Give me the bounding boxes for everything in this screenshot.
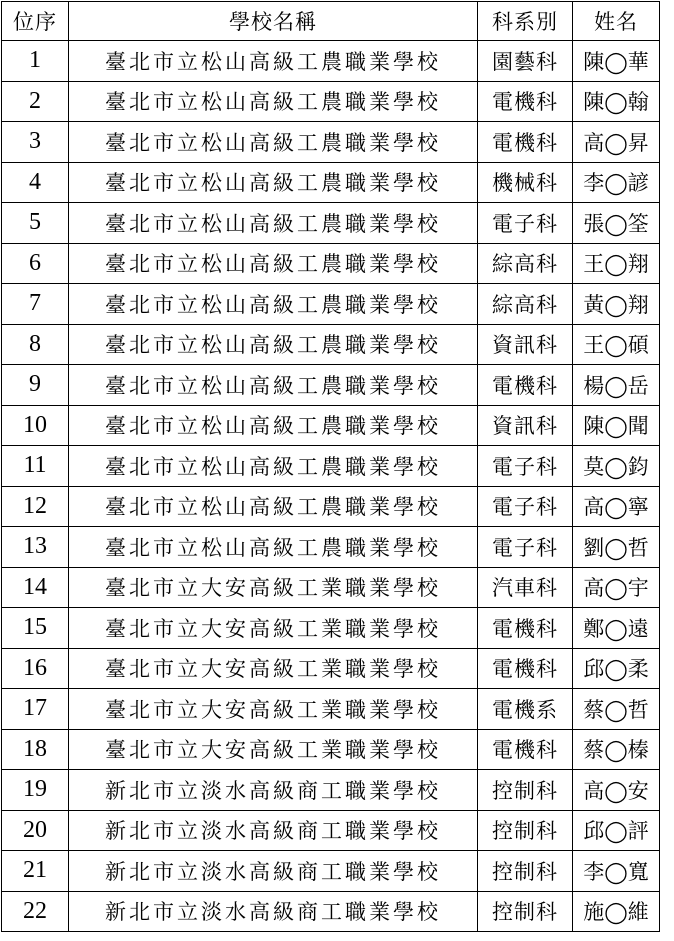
department-cell: 電機科 bbox=[478, 122, 573, 163]
student-list-table bbox=[1, 1, 660, 932]
rank-cell: 15 bbox=[2, 608, 69, 649]
student-name-cell: 陳◯華 bbox=[573, 41, 660, 82]
rank-cell: 17 bbox=[2, 689, 69, 730]
table-header bbox=[2, 2, 660, 41]
table-row bbox=[2, 203, 660, 244]
student-name-cell: 黃◯翔 bbox=[573, 284, 660, 325]
school-name-cell: 臺北市立松山高級工農職業學校 bbox=[69, 81, 478, 122]
student-name-cell: 邱◯柔 bbox=[573, 648, 660, 689]
table-row bbox=[2, 648, 660, 689]
table-row bbox=[2, 284, 660, 325]
school-name-cell: 臺北市立松山高級工農職業學校 bbox=[69, 365, 478, 406]
department-cell: 資訊科 bbox=[478, 405, 573, 446]
department-cell: 控制科 bbox=[478, 770, 573, 811]
school-name-cell: 臺北市立大安高級工業職業學校 bbox=[69, 689, 478, 730]
school-name-cell: 臺北市立大安高級工業職業學校 bbox=[69, 567, 478, 608]
department-cell: 綜高科 bbox=[478, 284, 573, 325]
department-cell: 控制科 bbox=[478, 851, 573, 892]
rank-cell: 3 bbox=[2, 122, 69, 163]
school-name-cell: 新北市立淡水高級商工職業學校 bbox=[69, 851, 478, 892]
school-name-cell: 臺北市立松山高級工農職業學校 bbox=[69, 324, 478, 365]
student-name-cell: 陳◯聞 bbox=[573, 405, 660, 446]
rank-cell: 22 bbox=[2, 891, 69, 932]
department-cell: 電機科 bbox=[478, 729, 573, 770]
rank-cell: 19 bbox=[2, 770, 69, 811]
table-row bbox=[2, 41, 660, 82]
rank-cell: 13 bbox=[2, 527, 69, 568]
department-cell: 綜高科 bbox=[478, 243, 573, 284]
school-name-cell: 臺北市立大安高級工業職業學校 bbox=[69, 729, 478, 770]
student-name-cell: 高◯宇 bbox=[573, 567, 660, 608]
rank-cell: 7 bbox=[2, 284, 69, 325]
department-cell: 控制科 bbox=[478, 810, 573, 851]
student-name-cell: 高◯昇 bbox=[573, 122, 660, 163]
table-row bbox=[2, 891, 660, 932]
table-body bbox=[2, 41, 660, 932]
student-name-cell: 邱◯評 bbox=[573, 810, 660, 851]
header-student-name: 姓名 bbox=[573, 2, 660, 41]
student-name-cell: 莫◯鈞 bbox=[573, 446, 660, 487]
table-row bbox=[2, 446, 660, 487]
department-cell: 汽車科 bbox=[478, 567, 573, 608]
table-row bbox=[2, 324, 660, 365]
header-rank: 位序 bbox=[2, 2, 69, 41]
department-cell: 電子科 bbox=[478, 486, 573, 527]
rank-cell: 11 bbox=[2, 446, 69, 487]
school-name-cell: 臺北市立松山高級工農職業學校 bbox=[69, 486, 478, 527]
student-name-cell: 張◯筌 bbox=[573, 203, 660, 244]
school-name-cell: 臺北市立松山高級工農職業學校 bbox=[69, 122, 478, 163]
school-name-cell: 臺北市立松山高級工農職業學校 bbox=[69, 527, 478, 568]
rank-cell: 12 bbox=[2, 486, 69, 527]
header-department: 科系別 bbox=[478, 2, 573, 41]
department-cell: 資訊科 bbox=[478, 324, 573, 365]
rank-cell: 20 bbox=[2, 810, 69, 851]
rank-cell: 8 bbox=[2, 324, 69, 365]
table-row bbox=[2, 608, 660, 649]
rank-cell: 9 bbox=[2, 365, 69, 406]
rank-cell: 21 bbox=[2, 851, 69, 892]
school-name-cell: 臺北市立松山高級工農職業學校 bbox=[69, 162, 478, 203]
table-row bbox=[2, 486, 660, 527]
department-cell: 電機科 bbox=[478, 81, 573, 122]
department-cell: 電子科 bbox=[478, 527, 573, 568]
school-name-cell: 臺北市立大安高級工業職業學校 bbox=[69, 608, 478, 649]
department-cell: 電子科 bbox=[478, 203, 573, 244]
student-name-cell: 王◯翔 bbox=[573, 243, 660, 284]
table-row bbox=[2, 770, 660, 811]
department-cell: 電子科 bbox=[478, 446, 573, 487]
department-cell: 電機科 bbox=[478, 365, 573, 406]
student-name-cell: 施◯維 bbox=[573, 891, 660, 932]
student-name-cell: 蔡◯榛 bbox=[573, 729, 660, 770]
table-row bbox=[2, 810, 660, 851]
school-name-cell: 臺北市立松山高級工農職業學校 bbox=[69, 446, 478, 487]
school-name-cell: 臺北市立大安高級工業職業學校 bbox=[69, 648, 478, 689]
student-name-cell: 王◯碩 bbox=[573, 324, 660, 365]
rank-cell: 6 bbox=[2, 243, 69, 284]
student-name-cell: 高◯安 bbox=[573, 770, 660, 811]
department-cell: 園藝科 bbox=[478, 41, 573, 82]
rank-cell: 18 bbox=[2, 729, 69, 770]
rank-cell: 5 bbox=[2, 203, 69, 244]
school-name-cell: 臺北市立松山高級工農職業學校 bbox=[69, 284, 478, 325]
rank-cell: 14 bbox=[2, 567, 69, 608]
department-cell: 電機科 bbox=[478, 648, 573, 689]
student-name-cell: 陳◯翰 bbox=[573, 81, 660, 122]
department-cell: 電機系 bbox=[478, 689, 573, 730]
table-row bbox=[2, 567, 660, 608]
school-name-cell: 臺北市立松山高級工農職業學校 bbox=[69, 41, 478, 82]
student-name-cell: 鄭◯遠 bbox=[573, 608, 660, 649]
student-name-cell: 蔡◯哲 bbox=[573, 689, 660, 730]
rank-cell: 2 bbox=[2, 81, 69, 122]
table-row bbox=[2, 851, 660, 892]
table-row bbox=[2, 122, 660, 163]
table-row bbox=[2, 405, 660, 446]
rank-cell: 10 bbox=[2, 405, 69, 446]
table-row bbox=[2, 81, 660, 122]
school-name-cell: 新北市立淡水高級商工職業學校 bbox=[69, 891, 478, 932]
table-row bbox=[2, 243, 660, 284]
student-name-cell: 劉◯哲 bbox=[573, 527, 660, 568]
table-row bbox=[2, 729, 660, 770]
school-name-cell: 臺北市立松山高級工農職業學校 bbox=[69, 243, 478, 284]
department-cell: 機械科 bbox=[478, 162, 573, 203]
school-name-cell: 新北市立淡水高級商工職業學校 bbox=[69, 770, 478, 811]
school-name-cell: 臺北市立松山高級工農職業學校 bbox=[69, 405, 478, 446]
rank-cell: 4 bbox=[2, 162, 69, 203]
student-name-cell: 李◯寬 bbox=[573, 851, 660, 892]
school-name-cell: 臺北市立松山高級工農職業學校 bbox=[69, 203, 478, 244]
school-name-cell: 新北市立淡水高級商工職業學校 bbox=[69, 810, 478, 851]
rank-cell: 16 bbox=[2, 648, 69, 689]
student-name-cell: 高◯寧 bbox=[573, 486, 660, 527]
header-row bbox=[2, 2, 660, 41]
department-cell: 電機科 bbox=[478, 608, 573, 649]
rank-cell: 1 bbox=[2, 41, 69, 82]
table-row bbox=[2, 365, 660, 406]
table-row bbox=[2, 689, 660, 730]
student-name-cell: 楊◯岳 bbox=[573, 365, 660, 406]
table-row bbox=[2, 527, 660, 568]
student-name-cell: 李◯諺 bbox=[573, 162, 660, 203]
department-cell: 控制科 bbox=[478, 891, 573, 932]
table-row bbox=[2, 162, 660, 203]
header-school-name: 學校名稱 bbox=[69, 2, 478, 41]
